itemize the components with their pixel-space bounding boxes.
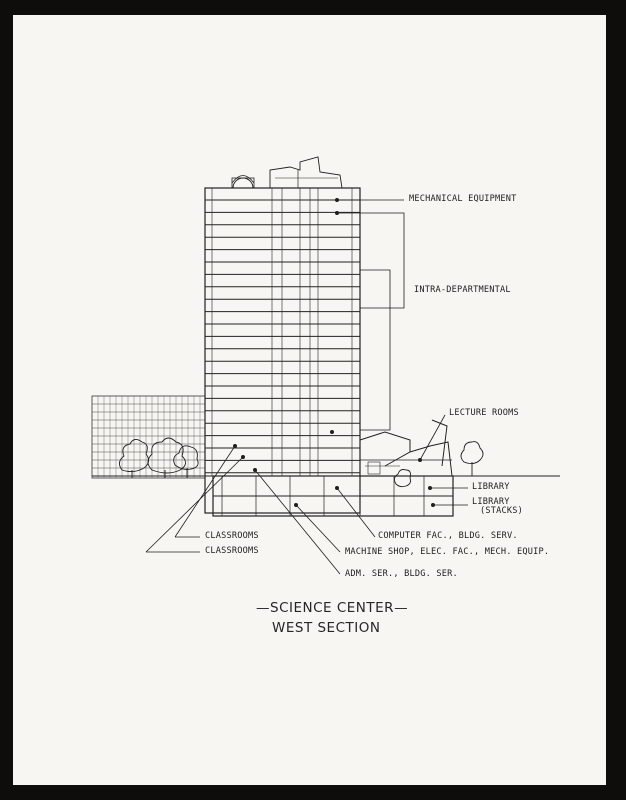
label-classrooms-lower: CLASSROOMS	[205, 546, 259, 556]
rooftop-mechanical	[232, 157, 342, 188]
label-library: LIBRARY	[472, 482, 510, 492]
label-computer-facilities: COMPUTER FAC., BLDG. SERV.	[378, 531, 518, 541]
tower-building	[205, 188, 360, 513]
label-machine-shop: MACHINE SHOP, ELEC. FAC., MECH. EQUIP.	[345, 547, 550, 557]
label-intra-departmental: INTRA-DEPARTMENTAL	[414, 285, 511, 295]
label-library-stacks: LIBRARY	[472, 497, 510, 507]
drawing-subtitle: WEST SECTION	[272, 620, 381, 636]
label-classrooms-upper: CLASSROOMS	[205, 531, 259, 541]
label-stacks: (STACKS)	[480, 506, 523, 516]
label-administrative-services: ADM. SER., BLDG. SER.	[345, 569, 458, 579]
label-lecture-rooms: LECTURE ROOMS	[449, 408, 519, 418]
lecture-hall-building	[360, 420, 452, 476]
label-mechanical-equipment: MECHANICAL EQUIPMENT	[409, 194, 517, 204]
drawing-title: —SCIENCE CENTER—	[256, 600, 409, 616]
